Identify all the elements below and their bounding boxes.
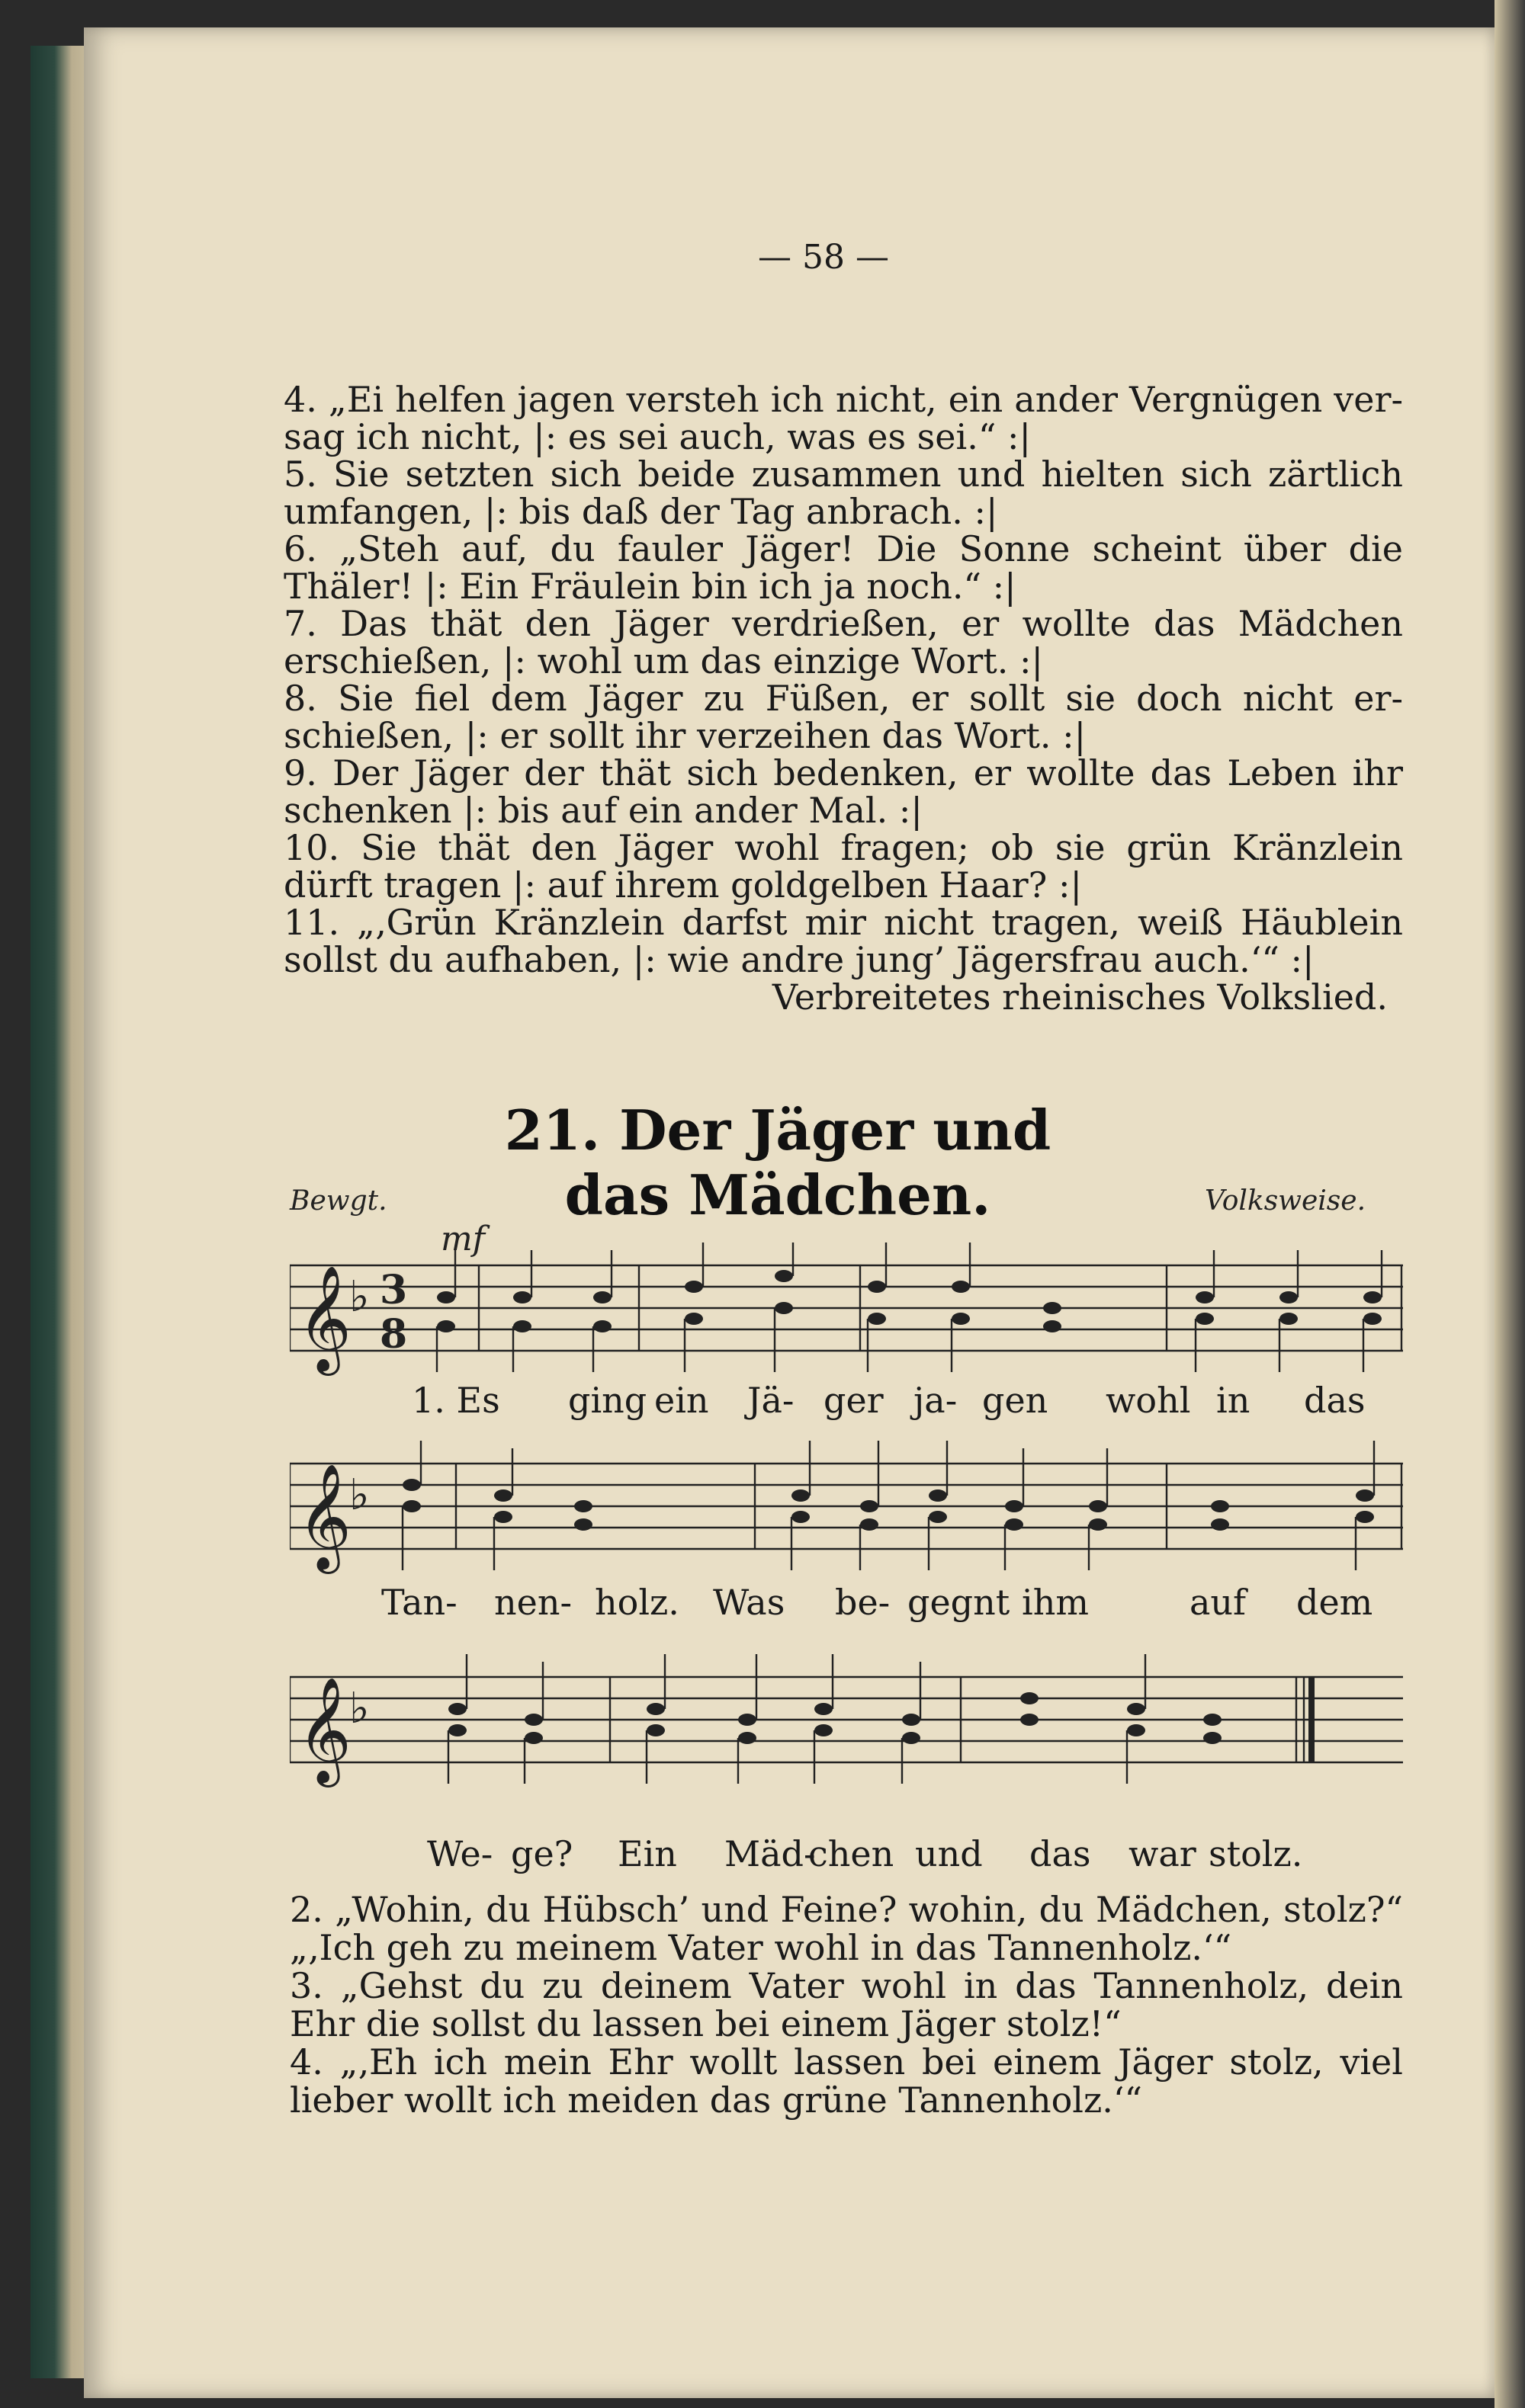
verse-line: sag ich nicht, |: es sei auch, was es sei.“ :|	[284, 416, 1031, 457]
lyric-syllable: das	[1304, 1380, 1366, 1421]
notes-staff-2	[403, 1479, 1374, 1531]
lyric-syllable: be-	[835, 1582, 891, 1623]
lyric-syllable: Jä-	[747, 1380, 795, 1421]
music-staff-2	[290, 1441, 1403, 1593]
verse-line: sollst du aufhaben, |: wie andre jung’ Jägersfrau auch.‘“ :|	[284, 939, 1315, 980]
lyric-syllable: 1. Es	[412, 1380, 500, 1421]
lyric-syllable: Mäd-	[724, 1833, 816, 1874]
verse-line: umfangen, |: bis daß der Tag anbrach. :|	[284, 491, 998, 532]
stanza-line: lieber wollt ich meiden das grüne Tannenholz.‘“	[290, 2079, 1143, 2121]
notes-staff-3	[448, 1692, 1222, 1744]
lyric-syllable: ging	[568, 1380, 647, 1421]
time-signature-denominator: 8	[380, 1311, 408, 1358]
lyric-syllable: gen	[982, 1380, 1048, 1421]
time-signature-numerator: 3	[380, 1267, 408, 1313]
flat-sign-icon: ♭	[349, 1470, 370, 1520]
lyric-syllable: ein	[654, 1380, 709, 1421]
stanza-line: Ehr die sollst du lassen bei einem Jäger stolz!“	[290, 2003, 1122, 2044]
verse-line: 8. Sie fiel dem Jäger zu Füßen, er sollt sie doch nicht er-	[284, 678, 1403, 719]
music-staff-3	[290, 1654, 1403, 1807]
lyric-syllable: nen-	[494, 1582, 573, 1623]
lyric-syllable: auf	[1190, 1582, 1247, 1623]
lyric-syllable: Was	[713, 1582, 785, 1623]
stanza-line: „‚Ich geh zu meinem Vater wohl in das Tannenholz.‘“	[290, 1927, 1232, 1968]
tune-source: Volksweise.	[1205, 1185, 1366, 1217]
lyric-syllable: We-	[427, 1833, 493, 1874]
lyric-syllable: in	[1216, 1380, 1250, 1421]
lyric-syllable: ger	[824, 1380, 884, 1421]
flat-sign-icon: ♭	[349, 1272, 370, 1322]
verse-line: erschießen, |: wohl um das einzige Wort. :|	[284, 640, 1043, 681]
music-staff-1	[290, 1242, 1403, 1395]
verse-line: 10. Sie thät den Jäger wohl fragen; ob sie grün Kränzlein	[284, 827, 1403, 868]
lyric-syllable: und	[915, 1833, 983, 1874]
verse-line: Thäler! |: Ein Fräulein bin ich ja noch.“ :|	[284, 566, 1016, 607]
lyric-syllable: chen	[808, 1833, 894, 1874]
dynamic-marking: mf	[441, 1220, 486, 1259]
lyric-syllable: Tan-	[381, 1582, 458, 1623]
lyric-syllable: dem	[1296, 1582, 1373, 1623]
treble-clef-icon: 𝄞	[297, 1265, 352, 1371]
lyric-syllable: war	[1128, 1833, 1196, 1874]
verse-line: 6. „Steh auf, du fauler Jäger! Die Sonne scheint über die	[284, 528, 1403, 569]
stanzas-block	[290, 1890, 1403, 2119]
lyric-syllable: wohl	[1106, 1380, 1191, 1421]
verse-line: schießen, |: er sollt ihr verzeihen das Wort. :|	[284, 715, 1087, 756]
verse-line: schenken |: bis auf ein ander Mal. :|	[284, 790, 923, 831]
verse-line: 4. „Ei helfen jagen versteh ich nicht, ein ander Vergnügen ver-	[284, 379, 1403, 420]
notes-staff-1	[437, 1270, 1382, 1332]
verse-line: 11. „‚Grün Kränzlein darfst mir nicht tragen, weiß Häublein	[284, 902, 1403, 943]
flat-sign-icon: ♭	[349, 1684, 370, 1733]
verse-line: 7. Das thät den Jäger verdrießen, er wollte das Mädchen	[284, 603, 1403, 644]
treble-clef-icon: 𝄞	[297, 1677, 352, 1783]
lyric-syllable: stolz.	[1209, 1833, 1303, 1874]
stanza-line: 3. „Gehst du zu deinem Vater wohl in das Tannenholz, dein	[290, 1965, 1403, 2006]
lyric-syllable: Ein	[618, 1833, 677, 1874]
verses-block	[284, 381, 1403, 1016]
lyric-syllable: ge?	[511, 1833, 573, 1874]
stanza-line: 2. „Wohin, du Hübsch’ und Feine? wohin, du Mädchen, stolz?“	[290, 1889, 1403, 1930]
treble-clef-icon: 𝄞	[297, 1464, 352, 1570]
verse-line: 9. Der Jäger der thät sich bedenken, er wollte das Leben ihr	[284, 752, 1403, 794]
lyric-syllable: ja-	[913, 1380, 958, 1421]
lyric-syllable: ihm	[1022, 1582, 1089, 1623]
lyric-syllable: gegnt	[907, 1582, 1010, 1623]
stanza-line: 4. „‚Eh ich mein Ehr wollt lassen bei einem Jäger stolz, viel	[290, 2041, 1403, 2083]
verse-line: dürft tragen |: auf ihrem goldgelben Haar? :|	[284, 864, 1082, 906]
page-number: — 58 —	[758, 238, 889, 277]
song-title: 21. Der Jäger und das Mädchen.	[504, 1098, 1051, 1227]
lyric-syllable: das	[1029, 1833, 1091, 1874]
page-right-edge	[1494, 0, 1525, 2408]
verse-line: 5. Sie setzten sich beide zusammen und hielten sich zärtlich	[284, 454, 1403, 495]
tempo-marking: Bewgt.	[290, 1185, 387, 1217]
verse-source: Verbreitetes rheinisches Volkslied.	[772, 976, 1388, 1018]
lyric-syllable: holz.	[595, 1582, 679, 1623]
